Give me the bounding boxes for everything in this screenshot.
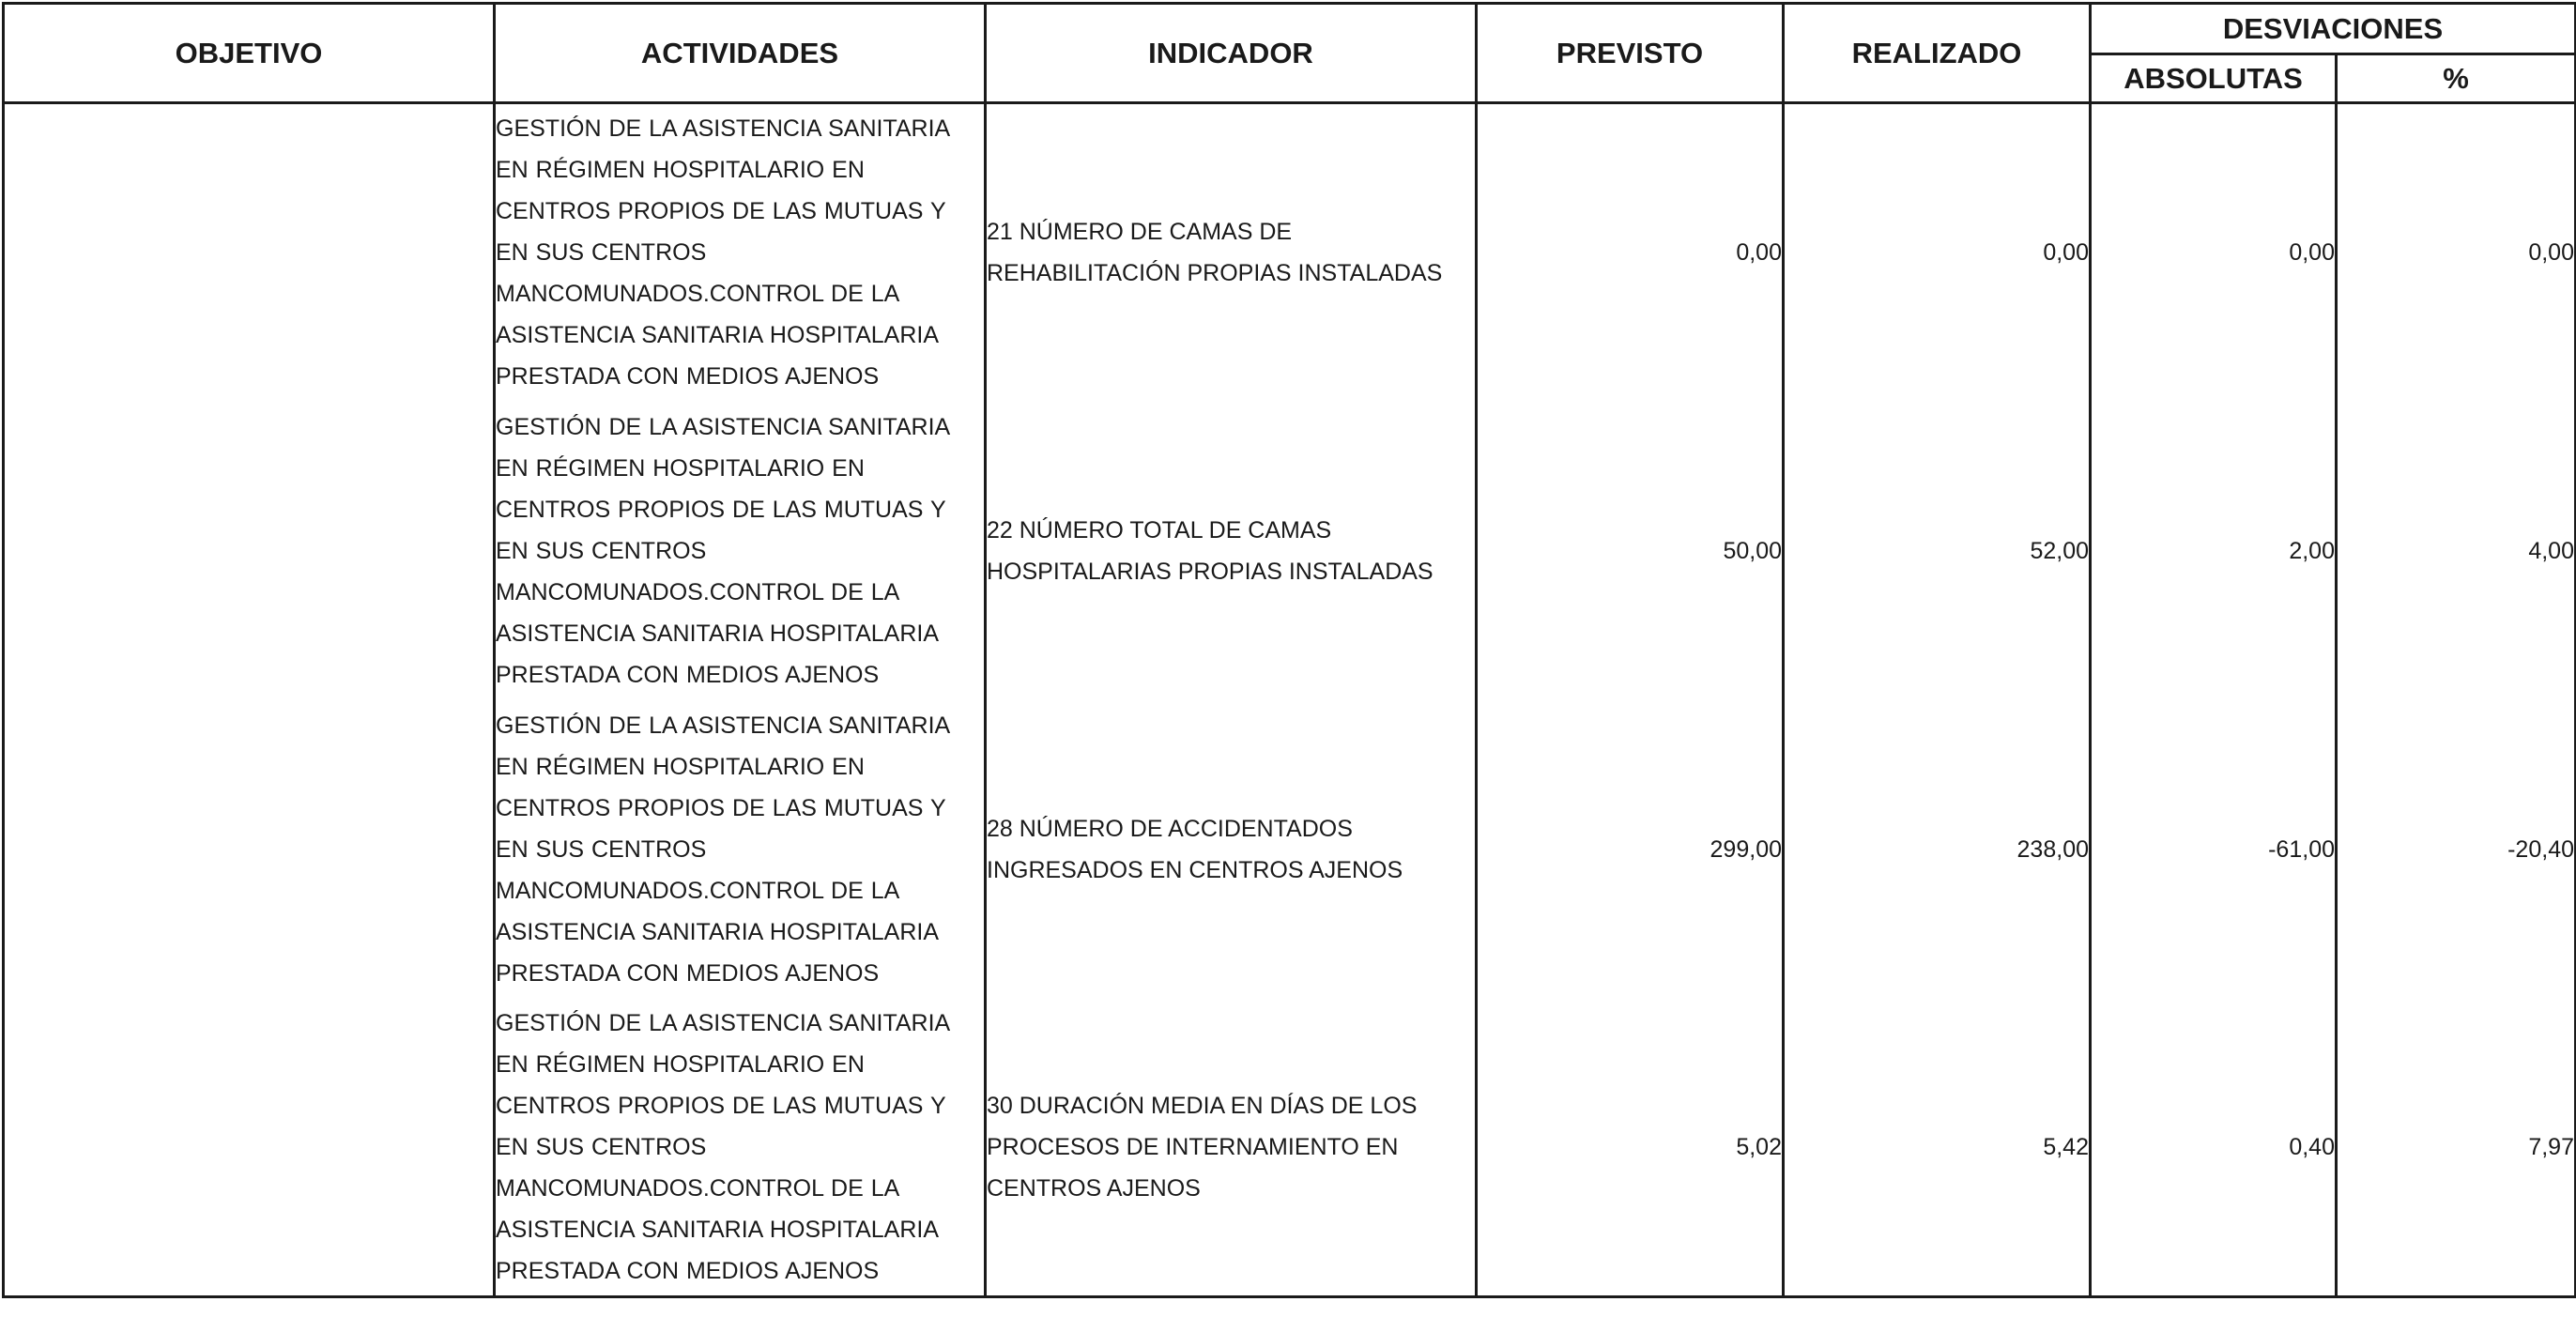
table-row [4,103,2576,402]
cell-objetivo [4,700,495,999]
cell-actividad: GESTIÓN DE LA ASISTENCIA SANITARIA EN RÉGIMEN HOSPITALARIO EN CENTROS PROPIOS DE LAS MUTUAS Y EN SUS CENTROS MANCOMUNADOS.CONTROL DE LA ASISTENCIA SANITARIA HOSPITALARIA PRESTADA CON MEDIOS AJENOS [495,103,986,402]
col-header-realizado: REALIZADO [1784,4,2091,103]
cell-realizado: 5,42 [1784,999,2091,1297]
cell-absolutas: -61,00 [2091,700,2337,999]
table-row [4,999,2576,1297]
cell-previsto: 0,00 [1477,103,1784,402]
cell-realizado: 52,00 [1784,402,2091,700]
cell-absolutas: 2,00 [2091,402,2337,700]
col-header-porcentaje: % [2337,54,2576,103]
col-header-desviaciones: DESVIACIONES [2091,4,2576,54]
cell-porcentaje: 4,00 [2337,402,2576,700]
col-header-objetivo: OBJETIVO [4,4,495,103]
cell-realizado: 238,00 [1784,700,2091,999]
cell-indicador: 22 NÚMERO TOTAL DE CAMAS HOSPITALARIAS PROPIAS INSTALADAS [986,402,1477,700]
cell-actividad: GESTIÓN DE LA ASISTENCIA SANITARIA EN RÉGIMEN HOSPITALARIO EN CENTROS PROPIOS DE LAS MUTUAS Y EN SUS CENTROS MANCOMUNADOS.CONTROL DE LA ASISTENCIA SANITARIA HOSPITALARIA PRESTADA CON MEDIOS AJENOS [495,700,986,999]
cell-absolutas: 0,00 [2091,103,2337,402]
cell-actividad: GESTIÓN DE LA ASISTENCIA SANITARIA EN RÉGIMEN HOSPITALARIO EN CENTROS PROPIOS DE LAS MUTUAS Y EN SUS CENTROS MANCOMUNADOS.CONTROL DE LA ASISTENCIA SANITARIA HOSPITALARIA PRESTADA CON MEDIOS AJENOS [495,402,986,700]
cell-indicador: 21 NÚMERO DE CAMAS DE REHABILITACIÓN PROPIAS INSTALADAS [986,103,1477,402]
cell-previsto: 5,02 [1477,999,1784,1297]
cell-previsto: 50,00 [1477,402,1784,700]
table-row [4,700,2576,999]
cell-objetivo [4,103,495,402]
indicators-table [2,2,2576,1298]
cell-previsto: 299,00 [1477,700,1784,999]
table-row [4,402,2576,700]
cell-objetivo [4,402,495,700]
col-header-previsto: PREVISTO [1477,4,1784,103]
table-body [4,103,2576,1297]
col-header-indicador: INDICADOR [986,4,1477,103]
col-header-actividades: ACTIVIDADES [495,4,986,103]
cell-indicador: 30 DURACIÓN MEDIA EN DÍAS DE LOS PROCESOS DE INTERNAMIENTO EN CENTROS AJENOS [986,999,1477,1297]
cell-porcentaje: 7,97 [2337,999,2576,1297]
cell-absolutas: 0,40 [2091,999,2337,1297]
col-header-absolutas: ABSOLUTAS [2091,54,2337,103]
cell-porcentaje: 0,00 [2337,103,2576,402]
cell-objetivo [4,999,495,1297]
table-header [4,4,2576,103]
cell-actividad: GESTIÓN DE LA ASISTENCIA SANITARIA EN RÉGIMEN HOSPITALARIO EN CENTROS PROPIOS DE LAS MUTUAS Y EN SUS CENTROS MANCOMUNADOS.CONTROL DE LA ASISTENCIA SANITARIA HOSPITALARIA PRESTADA CON MEDIOS AJENOS [495,999,986,1297]
cell-porcentaje: -20,40 [2337,700,2576,999]
cell-realizado: 0,00 [1784,103,2091,402]
cell-indicador: 28 NÚMERO DE ACCIDENTADOS INGRESADOS EN CENTROS AJENOS [986,700,1477,999]
